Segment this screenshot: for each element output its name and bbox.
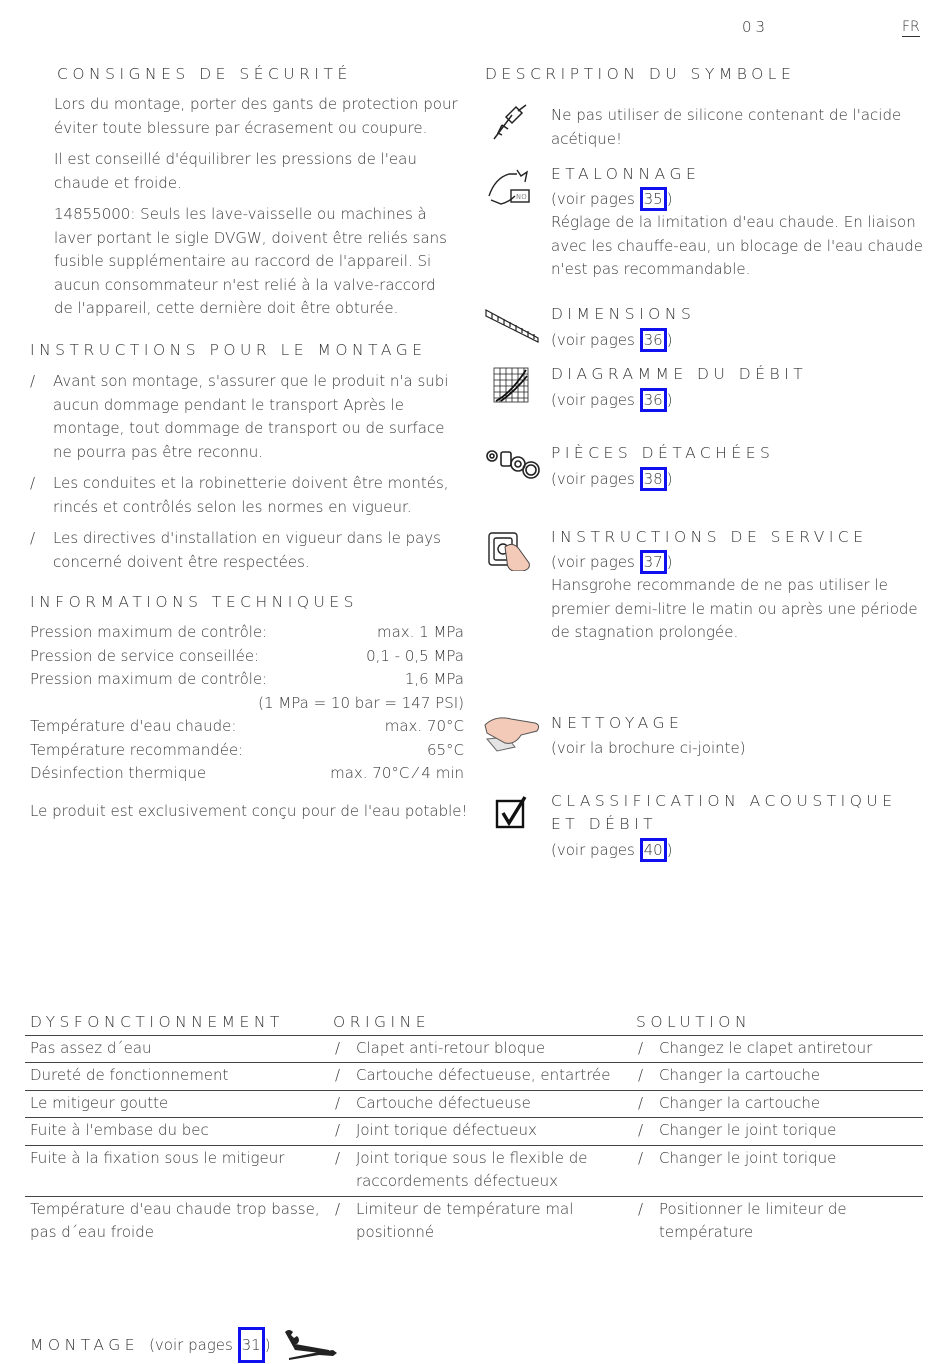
- parts-title: PIÈCES DÉTACHÉES: [551, 444, 775, 462]
- tech-value: max. 70°C: [384, 717, 464, 735]
- table-row: [25, 1196, 923, 1247]
- list-item: [30, 370, 466, 464]
- technical-title: INFORMATIONS TECHNIQUES: [30, 593, 359, 611]
- origin-cell: Joint torique défectueux: [356, 1121, 537, 1139]
- mounting-list: [30, 370, 466, 582]
- list-slash: /: [638, 1121, 644, 1139]
- tech-row: [30, 762, 464, 786]
- see-pages-suffix: ): [264, 1336, 271, 1354]
- safety-title: CONSIGNES DE SÉCURITÉ: [57, 65, 352, 83]
- mounting-item-text: Avant son montage, s'assurer que le produit n'a subi aucun dommage pendant le transport Après le montage, tout dommage de transport ou de surface ne pourra pas être reconnu.: [53, 372, 449, 461]
- malfunction-cell: Fuite à la fixation sous le mitigeur: [25, 1145, 333, 1196]
- dimensions-title: DIMENSIONS: [551, 305, 696, 323]
- tech-row: [30, 739, 464, 763]
- see-pages-suffix: ): [666, 391, 673, 409]
- cleaning-title: NETTOYAGE: [551, 714, 684, 732]
- malfunction-cell: Pas assez d´eau: [25, 1035, 333, 1063]
- list-slash: /: [638, 1093, 644, 1112]
- list-slash: /: [335, 1199, 341, 1218]
- cleaning-hand-icon: [483, 713, 543, 753]
- origin-cell: Limiteur de température mal positionné: [356, 1199, 574, 1241]
- tech-row: [30, 668, 464, 692]
- list-slash: /: [335, 1093, 341, 1112]
- table-row: [25, 1145, 923, 1196]
- dimensions-see: [551, 328, 673, 353]
- origin-cell: Cartouche défectueuse, entartrée: [356, 1066, 611, 1084]
- flow-see: [551, 388, 673, 413]
- flow-diagram-icon: [493, 367, 529, 403]
- table-row: [25, 1118, 923, 1146]
- see-pages-suffix: ): [666, 553, 673, 571]
- table-row: [25, 1063, 923, 1091]
- table-row: [25, 1090, 923, 1118]
- silicone-gun-icon: [490, 103, 530, 143]
- symbols-title: DESCRIPTION DU SYMBOLE: [485, 65, 796, 83]
- origin-cell: Clapet anti-retour bloque: [356, 1038, 546, 1057]
- see-pages-suffix: ): [666, 190, 673, 208]
- malfunction-cell: Température d'eau chaude trop basse, pas d´eau froide: [30, 1199, 320, 1241]
- service-see: [551, 550, 673, 575]
- table-row: [25, 1035, 923, 1063]
- acoustic-title-line2: ET DÉBIT: [551, 815, 658, 833]
- solution-cell: Positionner le limiteur de température: [659, 1199, 847, 1241]
- tech-value: 0,1 - 0,5 MPa: [366, 646, 464, 665]
- malfunction-cell: Dureté de fonctionnement: [25, 1063, 333, 1091]
- tech-label: Pression de service conseillée:: [30, 646, 260, 665]
- tech-row: [30, 645, 464, 669]
- tech-row: [30, 692, 464, 716]
- potable-water-note: Le produit est exclusivement conçu pour de l'eau potable!: [30, 802, 468, 820]
- list-slash: /: [638, 1148, 644, 1167]
- acoustic-see: [551, 838, 673, 863]
- tech-value: (1 MPa = 10 bar = 147 PSI): [258, 693, 464, 712]
- list-slash: /: [335, 1038, 341, 1057]
- solution-cell: Changer la cartouche: [659, 1093, 821, 1112]
- safety-paragraph: 14855000: Seuls les lave-vaisselle ou machines à laver portant le sigle DVGW, doivent être reliés sans fusible supplémentaire au raccord de l'appareil. Si aucun consommateur n'est relié à la valve-raccord de l'appareil, cette dernière doit être obturée.: [54, 205, 447, 317]
- service-hand-icon: [487, 527, 535, 571]
- list-slash: /: [335, 1066, 341, 1084]
- see-pages-label: (voir pages: [551, 190, 635, 208]
- page-link-36-flow[interactable]: 36: [640, 388, 667, 412]
- header-solution: SOLUTION: [636, 1010, 923, 1035]
- acoustic-title-line1: CLASSIFICATION ACOUSTIQUE: [551, 792, 897, 810]
- page-number: 03: [742, 18, 770, 36]
- mounting-item-text: Les conduites et la robinetterie doivent être montés, rincés et contrôlés selon les normes en vigueur.: [53, 474, 449, 516]
- calibration-icon: [487, 166, 535, 206]
- calibration-see: [551, 187, 673, 212]
- tech-label: Désinfection thermique: [30, 764, 207, 782]
- tech-value: max. 70°C ⁄ 4 min: [330, 764, 464, 782]
- list-slash: /: [638, 1038, 644, 1057]
- safety-paragraph: Lors du montage, porter des gants de protection pour éviter toute blessure par écrasement ou coupure.: [54, 95, 458, 137]
- list-slash: /: [638, 1066, 644, 1084]
- table-header: [25, 1010, 923, 1035]
- header-origin: ORIGINE: [333, 1010, 636, 1035]
- tech-label: Pression maximum de contrôle:: [30, 623, 268, 641]
- list-item: [30, 527, 466, 574]
- see-pages-label: (voir pages: [551, 553, 635, 571]
- troubleshooting-table: [25, 1010, 923, 1247]
- solution-cell: Changer le joint torique: [659, 1148, 837, 1167]
- svg-text:NO: NO: [516, 193, 527, 201]
- origin-cell: Joint torique sous le flexible de raccordements défectueux: [356, 1148, 588, 1190]
- wrench-screwdriver-icon: [283, 1328, 339, 1362]
- solution-cell: Changer la cartouche: [659, 1066, 821, 1084]
- ruler-icon: [484, 308, 540, 344]
- solution-cell: Changer le joint torique: [659, 1121, 837, 1139]
- cleaning-see: (voir la brochure ci-jointe): [551, 739, 746, 757]
- tech-row: [30, 715, 464, 739]
- page-link-35[interactable]: 35: [640, 187, 667, 211]
- service-title: INSTRUCTIONS DE SERVICE: [551, 528, 868, 546]
- see-pages-label: (voir pages: [551, 841, 635, 859]
- page-link-37[interactable]: 37: [640, 550, 667, 574]
- service-text: Hansgrohe recommande de ne pas utiliser le premier demi-litre le matin ou après une période de stagnation prolongée.: [551, 576, 918, 641]
- header-malfunction: DYSFONCTIONNEMENT: [25, 1010, 333, 1035]
- list-item: [30, 472, 466, 519]
- calibration-text: Réglage de la limitation d'eau chaude. En liaison avec les chauffe-eau, un blocage de l'eau chaude n'est pas recommandable.: [551, 213, 923, 278]
- safety-paragraph: Il est conseillé d'équilibrer les pressions de l'eau chaude et froide.: [54, 150, 417, 192]
- see-pages-label: (voir pages: [551, 391, 635, 409]
- tech-label: Température recommandée:: [30, 740, 244, 759]
- see-pages-label: (voir pages: [551, 470, 635, 488]
- flow-title: DIAGRAMME DU DÉBIT: [551, 365, 808, 383]
- list-slash: /: [335, 1148, 341, 1167]
- list-slash: /: [638, 1199, 644, 1218]
- list-slash: /: [30, 474, 36, 492]
- see-pages-suffix: ): [666, 470, 673, 488]
- origin-cell: Cartouche défectueuse: [356, 1093, 531, 1112]
- list-slash: /: [30, 372, 36, 390]
- mounting-item-text: Les directives d'installation en vigueur dans le pays concerné doivent être respectées.: [53, 529, 441, 571]
- malfunction-cell: Le mitigeur goutte: [25, 1090, 333, 1118]
- tech-label: Température d'eau chaude:: [30, 717, 237, 735]
- silicone-text: Ne pas utiliser de silicone contenant de l'acide acétique!: [551, 106, 902, 148]
- checkbox-icon: [495, 795, 529, 831]
- see-pages-label: (voir pages: [551, 331, 635, 349]
- parts-see: [551, 467, 673, 492]
- tech-value: max. 1 MPa: [376, 623, 464, 641]
- page-link-40[interactable]: 40: [640, 838, 667, 862]
- list-slash: /: [30, 529, 36, 547]
- tech-row: [30, 621, 464, 645]
- see-pages-suffix: ): [666, 841, 673, 859]
- see-pages-suffix: ): [666, 331, 673, 349]
- spare-parts-icon: [484, 446, 542, 480]
- malfunction-cell: Fuite à l'embase du bec: [25, 1118, 333, 1146]
- footer-montage: [30, 1327, 339, 1363]
- safety-text: [54, 93, 459, 329]
- calibration-title: ETALONNAGE: [551, 165, 701, 183]
- technical-table: [30, 621, 464, 786]
- tech-label: Pression maximum de contrôle:: [30, 670, 268, 688]
- page-link-31[interactable]: 31: [238, 1327, 265, 1363]
- list-slash: /: [335, 1121, 341, 1139]
- mounting-title: INSTRUCTIONS POUR LE MONTAGE: [30, 341, 427, 359]
- language-code: FR: [902, 19, 920, 35]
- solution-cell: Changez le clapet antiretour: [659, 1038, 873, 1057]
- tech-value: 1,6 MPa: [404, 670, 464, 688]
- footer-title: MONTAGE: [30, 1336, 140, 1354]
- page-link-36[interactable]: 36: [640, 328, 667, 352]
- see-pages-label: (voir pages: [149, 1336, 233, 1354]
- page-link-38[interactable]: 38: [640, 467, 667, 491]
- tech-value: 65°C: [426, 740, 464, 759]
